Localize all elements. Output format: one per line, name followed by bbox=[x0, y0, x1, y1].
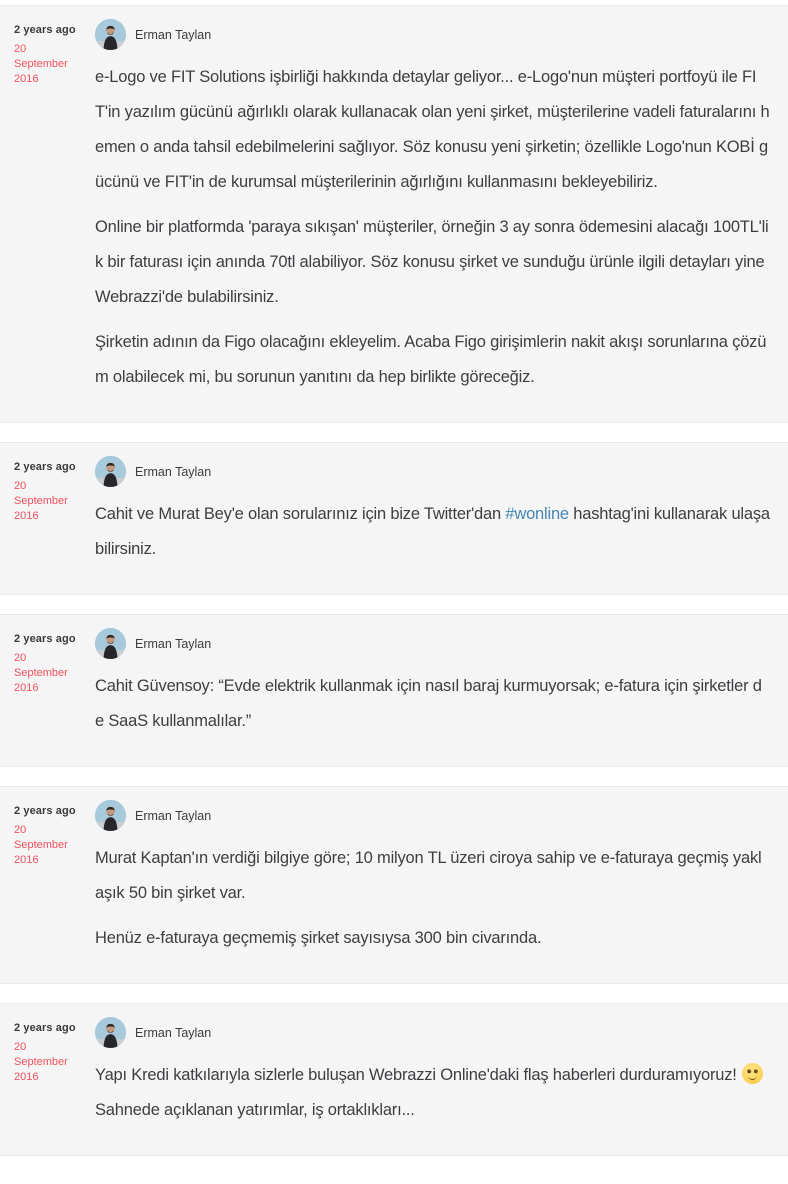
post-time-ago: 2 years ago bbox=[14, 1022, 76, 1034]
author-avatar bbox=[95, 456, 126, 487]
smiley-emoji-icon bbox=[742, 1063, 763, 1084]
post-main bbox=[95, 800, 770, 956]
author-name: Erman Taylan bbox=[135, 636, 212, 651]
author-avatar bbox=[95, 800, 126, 831]
post-date: 20 September 2016 bbox=[14, 43, 68, 85]
post-time-ago: 2 years ago bbox=[14, 461, 76, 473]
author-name: Erman Taylan bbox=[135, 464, 212, 479]
post-meta bbox=[14, 456, 95, 567]
post-meta bbox=[14, 800, 95, 956]
post-main bbox=[95, 456, 770, 567]
post-card bbox=[0, 442, 788, 595]
post-meta bbox=[14, 19, 95, 395]
post-card bbox=[0, 614, 788, 767]
hashtag-link-wonline[interactable]: #wonline bbox=[505, 505, 569, 523]
post-time-ago: 2 years ago bbox=[14, 24, 76, 36]
author-name: Erman Taylan bbox=[135, 808, 212, 823]
post-paragraph: Online bir platformda 'paraya sıkışan' müşteriler, örneğin 3 ay sonra ödemesini alacağı 100TL'lik bir faturası için anında 70tl alabiliyor. Söz konusu şirket ve sunduğu ürünle ilgili detayları yine Webrazzi'de bulabilirsiniz. bbox=[95, 218, 769, 306]
post-author-row bbox=[95, 19, 770, 50]
post-author-row bbox=[95, 456, 770, 487]
post-paragraph: Henüz e-faturaya geçmemiş şirket sayısıysa 300 bin civarında. bbox=[95, 929, 542, 947]
post-body bbox=[95, 841, 770, 956]
author-avatar bbox=[95, 19, 126, 50]
post-paragraph: e-Logo ve FIT Solutions işbirliği hakkında detaylar geliyor... e-Logo'nun müşteri portfoyü ile FIT'in yazılım gücünü ağırlıklı olarak kullanacak olan yeni şirket, müşterilerine vadeli faturalarını hemen o anda tahsil edebilmelerini sağlıyor. Söz konusu yeni şirketin; özellikle Logo'nun KOBİ gücünü ve FIT'in de kurumsal müşterilerinin ağırlığını kullanmasını bekleyebiliriz. bbox=[95, 68, 770, 191]
author-name: Erman Taylan bbox=[135, 27, 212, 42]
post-meta bbox=[14, 628, 95, 739]
post-paragraph: Murat Kaptan'ın verdiği bilgiye göre; 10 milyon TL üzeri ciroya sahip ve e-faturaya geçmiş yaklaşık 50 bin şirket var. bbox=[95, 849, 762, 902]
post-date: 20 September 2016 bbox=[14, 652, 68, 694]
post-time-ago: 2 years ago bbox=[14, 633, 76, 645]
post-main bbox=[95, 628, 770, 739]
post-paragraph bbox=[95, 1058, 770, 1128]
post-author-row bbox=[95, 1017, 770, 1048]
post-card bbox=[0, 5, 788, 423]
post-date: 20 September 2016 bbox=[14, 824, 68, 866]
author-avatar bbox=[95, 1017, 126, 1048]
author-avatar bbox=[95, 628, 126, 659]
post-main bbox=[95, 19, 770, 395]
post-text-segment: Yapı Kredi katkılarıyla sizlerle buluşan Webrazzi Online'daki flaş haberleri durduramıyoruz! bbox=[95, 1066, 742, 1084]
post-time-ago: 2 years ago bbox=[14, 805, 76, 817]
post-text-segment: hashtag'ini kullanarak ulaşabilirsiniz. bbox=[95, 505, 770, 558]
post-author-row bbox=[95, 628, 770, 659]
post-body bbox=[95, 60, 770, 395]
post-text-segment: Sahnede açıklanan yatırımlar, iş ortaklıkları... bbox=[95, 1101, 415, 1119]
post-card bbox=[0, 1003, 788, 1156]
post-paragraph bbox=[95, 497, 770, 567]
post-body bbox=[95, 1058, 770, 1128]
post-paragraph: Cahit Güvensoy: “Evde elektrik kullanmak için nasıl baraj kurmuyorsak; e-fatura için şirketler de SaaS kullanmalılar.” bbox=[95, 677, 762, 730]
post-date: 20 September 2016 bbox=[14, 480, 68, 522]
post-paragraph: Şirketin adının da Figo olacağını ekleyelim. Acaba Figo girişimlerin nakit akışı sorunlarına çözüm olabilecek mi, bu sorunun yanıtını da hep birlikte göreceğiz. bbox=[95, 333, 767, 386]
post-date: 20 September 2016 bbox=[14, 1041, 68, 1083]
author-name: Erman Taylan bbox=[135, 1025, 212, 1040]
post-text-segment: Cahit ve Murat Bey'e olan sorularınız için bize Twitter'dan bbox=[95, 505, 506, 523]
post-body bbox=[95, 497, 770, 567]
post-card bbox=[0, 786, 788, 984]
post-body bbox=[95, 669, 770, 739]
post-author-row bbox=[95, 800, 770, 831]
post-meta bbox=[14, 1017, 95, 1128]
post-main bbox=[95, 1017, 770, 1128]
